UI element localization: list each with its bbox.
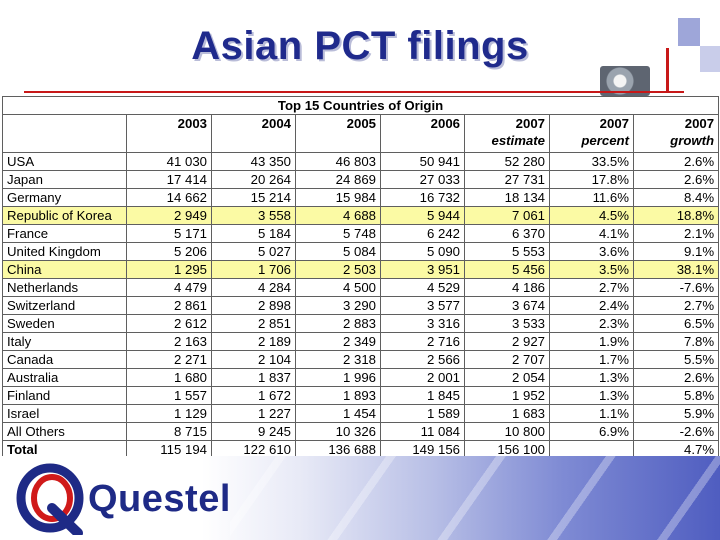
footer-decoration [230, 456, 720, 540]
value-cell: 14 662 [127, 189, 212, 207]
column-header [381, 115, 465, 153]
logo-text: Questel [88, 478, 231, 520]
column-header [550, 115, 634, 153]
value-cell: 3 290 [296, 297, 381, 315]
value-cell: 2.6% [634, 171, 719, 189]
value-cell: 2 851 [212, 315, 296, 333]
value-cell: 27 033 [381, 171, 465, 189]
table-row [3, 261, 719, 279]
value-cell: 52 280 [465, 153, 550, 171]
value-cell: 1 996 [296, 369, 381, 387]
column-header [3, 115, 127, 153]
value-cell: 2 612 [127, 315, 212, 333]
column-header-subtitle: growth [670, 133, 715, 148]
value-cell: 1 683 [465, 405, 550, 423]
value-cell: 4 186 [465, 279, 550, 297]
country-cell: USA [3, 153, 127, 171]
value-cell: 1 454 [296, 405, 381, 423]
country-cell: Netherlands [3, 279, 127, 297]
value-cell: 122 610 [212, 441, 296, 459]
column-header-year: 2007 [515, 116, 545, 131]
value-cell: 2 271 [127, 351, 212, 369]
value-cell: -7.6% [634, 279, 719, 297]
column-header-subtitle: estimate [491, 133, 545, 148]
value-cell: 10 326 [296, 423, 381, 441]
value-cell: 8 715 [127, 423, 212, 441]
column-header [634, 115, 719, 153]
value-cell: 2 054 [465, 369, 550, 387]
value-cell: 2 716 [381, 333, 465, 351]
value-cell: 2 503 [296, 261, 381, 279]
value-cell: 7.8% [634, 333, 719, 351]
table-row [3, 153, 719, 171]
slide-title: Asian PCT filings [191, 24, 529, 68]
table-row [3, 297, 719, 315]
table-row [3, 351, 719, 369]
value-cell: 3 316 [381, 315, 465, 333]
country-cell: United Kingdom [3, 243, 127, 261]
value-cell: 2 189 [212, 333, 296, 351]
value-cell: 16 732 [381, 189, 465, 207]
value-cell: 18 134 [465, 189, 550, 207]
value-cell: 1 680 [127, 369, 212, 387]
table-row [3, 423, 719, 441]
value-cell: 5.8% [634, 387, 719, 405]
country-cell: Israel [3, 405, 127, 423]
value-cell: 6 370 [465, 225, 550, 243]
value-cell: 9 245 [212, 423, 296, 441]
value-cell: 2.7% [550, 279, 634, 297]
value-cell: 1 227 [212, 405, 296, 423]
value-cell: 3.5% [550, 261, 634, 279]
value-cell: 2 898 [212, 297, 296, 315]
country-cell: Switzerland [3, 297, 127, 315]
value-cell: 43 350 [212, 153, 296, 171]
value-cell: 1 837 [212, 369, 296, 387]
value-cell: 1.1% [550, 405, 634, 423]
column-header [296, 115, 381, 153]
value-cell: 50 941 [381, 153, 465, 171]
value-cell: 5 184 [212, 225, 296, 243]
title-underline [24, 91, 684, 93]
value-cell: 5.5% [634, 351, 719, 369]
value-cell: 4 479 [127, 279, 212, 297]
value-cell: 4 284 [212, 279, 296, 297]
value-cell: 115 194 [127, 441, 212, 459]
country-cell: Japan [3, 171, 127, 189]
value-cell: 5 456 [465, 261, 550, 279]
value-cell: 1 893 [296, 387, 381, 405]
value-cell: 1.3% [550, 387, 634, 405]
value-cell: 4 500 [296, 279, 381, 297]
value-cell: 3 558 [212, 207, 296, 225]
value-cell: 1.7% [550, 351, 634, 369]
value-cell: 1 672 [212, 387, 296, 405]
value-cell: 18.8% [634, 207, 719, 225]
table-row [3, 225, 719, 243]
value-cell: 1 295 [127, 261, 212, 279]
table-row [3, 405, 719, 423]
value-cell: 2 927 [465, 333, 550, 351]
value-cell: 4.1% [550, 225, 634, 243]
column-header-subtitle: percent [581, 133, 629, 148]
country-cell: Australia [3, 369, 127, 387]
value-cell: 5 171 [127, 225, 212, 243]
countries-table [2, 96, 719, 459]
value-cell: 2 883 [296, 315, 381, 333]
value-cell: 136 688 [296, 441, 381, 459]
value-cell: 15 214 [212, 189, 296, 207]
value-cell: 9.1% [634, 243, 719, 261]
country-cell: Total [3, 441, 127, 459]
value-cell: 27 731 [465, 171, 550, 189]
value-cell: 3 951 [381, 261, 465, 279]
value-cell: 3 533 [465, 315, 550, 333]
value-cell: 5 748 [296, 225, 381, 243]
value-cell: 2 318 [296, 351, 381, 369]
column-header-year: 2005 [346, 116, 376, 131]
value-cell: 1.9% [550, 333, 634, 351]
table-row [3, 189, 719, 207]
value-cell: 2.6% [634, 369, 719, 387]
value-cell: 1.3% [550, 369, 634, 387]
value-cell: 149 156 [381, 441, 465, 459]
table-row [3, 171, 719, 189]
value-cell: 5.9% [634, 405, 719, 423]
column-header-year: 2004 [261, 116, 291, 131]
value-cell: 11.6% [550, 189, 634, 207]
table-row [3, 243, 719, 261]
table-header-row [3, 115, 719, 153]
value-cell: 2 861 [127, 297, 212, 315]
country-cell: France [3, 225, 127, 243]
table-row [3, 369, 719, 387]
value-cell: 33.5% [550, 153, 634, 171]
value-cell: 4 529 [381, 279, 465, 297]
table-row [3, 387, 719, 405]
table-body [3, 153, 719, 459]
value-cell: 38.1% [634, 261, 719, 279]
table-caption: Top 15 Countries of Origin [3, 97, 719, 115]
value-cell: 2.7% [634, 297, 719, 315]
column-header-year: 2007 [684, 116, 715, 131]
value-cell: 2.1% [634, 225, 719, 243]
value-cell: 6.5% [634, 315, 719, 333]
value-cell: 6.9% [550, 423, 634, 441]
value-cell: 2 001 [381, 369, 465, 387]
value-cell: 1 129 [127, 405, 212, 423]
value-cell: 2.3% [550, 315, 634, 333]
value-cell: 4 688 [296, 207, 381, 225]
country-cell: Republic of Korea [3, 207, 127, 225]
value-cell: 5 084 [296, 243, 381, 261]
column-header [465, 115, 550, 153]
value-cell: 7 061 [465, 207, 550, 225]
value-cell: 41 030 [127, 153, 212, 171]
value-cell: 11 084 [381, 423, 465, 441]
value-cell: 4.5% [550, 207, 634, 225]
country-cell: Sweden [3, 315, 127, 333]
value-cell: 2 163 [127, 333, 212, 351]
value-cell: 1 952 [465, 387, 550, 405]
value-cell: 17.8% [550, 171, 634, 189]
country-cell: China [3, 261, 127, 279]
country-cell: Italy [3, 333, 127, 351]
column-header [212, 115, 296, 153]
value-cell: 5 206 [127, 243, 212, 261]
value-cell: 8.4% [634, 189, 719, 207]
column-header-year: 2007 [599, 116, 629, 131]
value-cell: 3 577 [381, 297, 465, 315]
value-cell: 2.4% [550, 297, 634, 315]
value-cell: 2 566 [381, 351, 465, 369]
value-cell: 4.7% [634, 441, 719, 459]
value-cell: 17 414 [127, 171, 212, 189]
value-cell: 24 869 [296, 171, 381, 189]
value-cell: 15 984 [296, 189, 381, 207]
column-header-year: 2003 [177, 116, 207, 131]
value-cell: 2 707 [465, 351, 550, 369]
table-row [3, 315, 719, 333]
countries-table-container [2, 96, 718, 456]
value-cell: 1 845 [381, 387, 465, 405]
column-header [127, 115, 212, 153]
country-cell: Finland [3, 387, 127, 405]
table-row [3, 207, 719, 225]
value-cell: 5 027 [212, 243, 296, 261]
value-cell: 5 944 [381, 207, 465, 225]
value-cell: 1 706 [212, 261, 296, 279]
value-cell: 1 557 [127, 387, 212, 405]
value-cell: 156 100 [465, 441, 550, 459]
value-cell: 3 674 [465, 297, 550, 315]
table-row [3, 333, 719, 351]
country-cell: Germany [3, 189, 127, 207]
value-cell: 10 800 [465, 423, 550, 441]
value-cell: 5 090 [381, 243, 465, 261]
value-cell: 2 949 [127, 207, 212, 225]
column-header-year: 2006 [430, 116, 460, 131]
value-cell: 6 242 [381, 225, 465, 243]
value-cell: 5 553 [465, 243, 550, 261]
value-cell: 2 349 [296, 333, 381, 351]
value-cell: 1 589 [381, 405, 465, 423]
value-cell: -2.6% [634, 423, 719, 441]
value-cell: 2 104 [212, 351, 296, 369]
table-row [3, 279, 719, 297]
country-cell: All Others [3, 423, 127, 441]
value-cell: 20 264 [212, 171, 296, 189]
country-cell: Canada [3, 351, 127, 369]
value-cell: 2.6% [634, 153, 719, 171]
value-cell: 46 803 [296, 153, 381, 171]
value-cell: 3.6% [550, 243, 634, 261]
